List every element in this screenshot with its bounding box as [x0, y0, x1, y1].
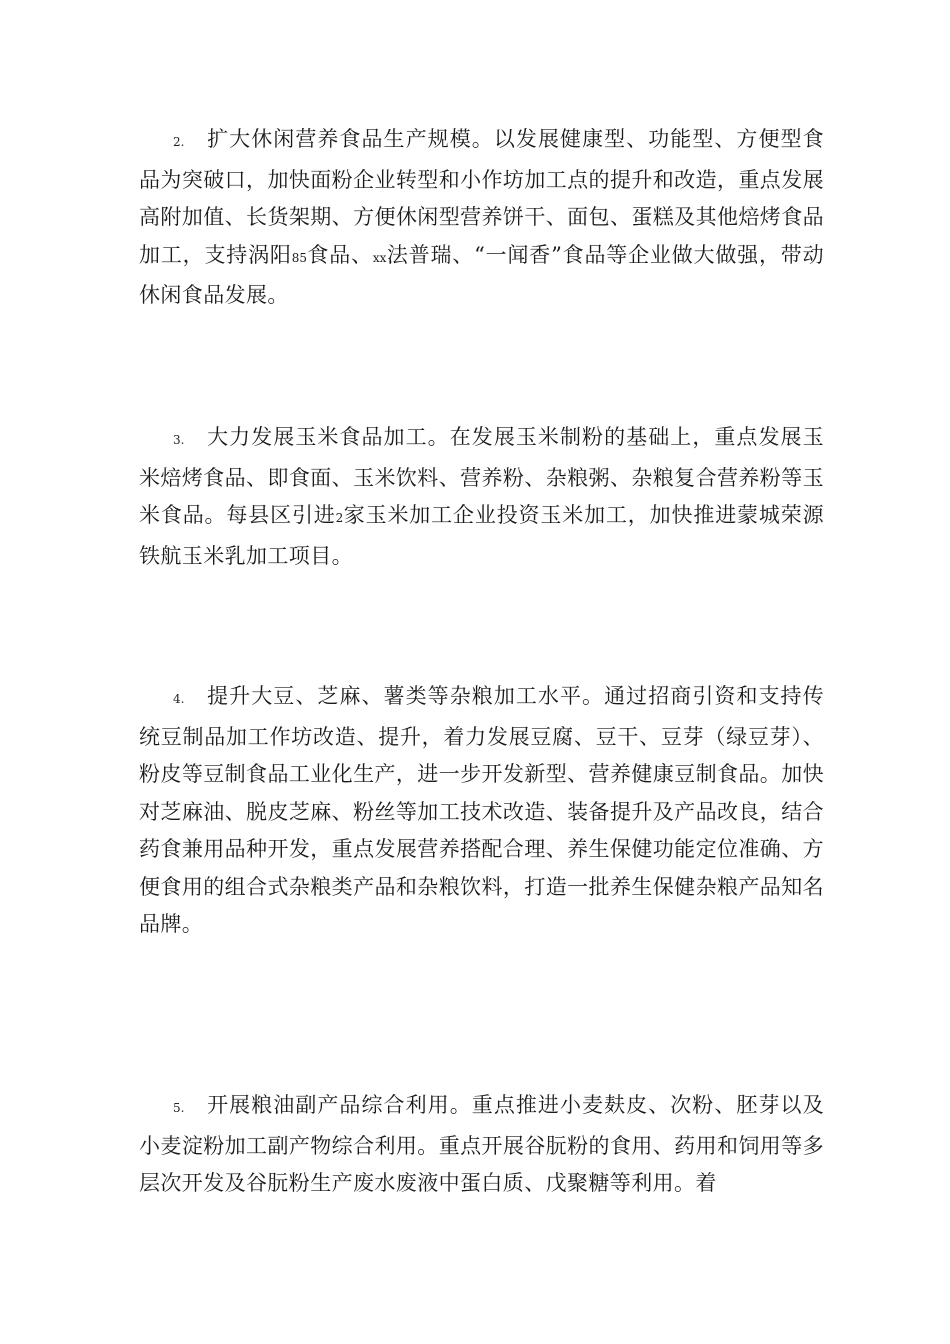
- paragraph-text: 食品、: [307, 242, 373, 267]
- paragraph-heading: 扩大休闲营养食品生产规模。: [206, 127, 494, 151]
- paragraph-heading: 开展粮油副产品综合利用。: [206, 1093, 472, 1117]
- inline-number: 85: [291, 250, 307, 265]
- paragraph-text: 通过招商引资和支持传统豆制品加工作坊改造、提升，着力发展豆腐、豆干、豆芽（绿豆芽）、粉皮等豆制食品工业化生产，进一步开发新型、营养健康豆制食品。加快对芝麻油、脱皮芝麻、粉丝等加工技术改造、装备提升及产品改良，结合药食兼用品种开发，重点发展营养搭配合理、养生保健功能定位准确、方便食用的组合式杂粮类产品和杂粮饮料，打造一批养生保健杂粮产品知名品牌。: [139, 684, 825, 936]
- paragraph-2: [139, 121, 824, 315]
- inline-number: 2: [335, 511, 344, 525]
- paragraph-text: 重点推进小麦麸皮、次粉、胚芽以及小麦淀粉加工副产物综合利用。重点开展谷朊粉的食用、药用和饲用等多层次开发及谷朊粉生产废水废液中蛋白质、戊聚糖等利用。着: [139, 1093, 824, 1195]
- paragraph-text: 以发展健康型、功能型、方便型食品为突破口，加快面粉企业转型和小作坊加工点的提升和改造，重点发展高附加值、长货架期、方便休闲型营养饼干、面包、蛋糕及其他焙烤食品加工，支持涡阳: [139, 127, 824, 267]
- paragraph-text: 在发展玉米制粉的基础上，重点发展玉米焙烤食品、即食面、玉米饮料、营养粉、杂粮粥、杂粮复合营养粉等玉米食品。每县区引进: [139, 425, 824, 527]
- paragraph-number: 5.: [173, 1101, 185, 1115]
- paragraph-text: 家玉米加工企业投资玉米加工，加快推进蒙城荣源铁航玉米乳加工项目。: [139, 503, 824, 568]
- paragraph-heading: 大力发展玉米食品加工。: [206, 425, 450, 449]
- paragraph-5: [139, 1087, 824, 1203]
- inline-placeholder: xx: [372, 250, 387, 265]
- paragraph-number: 3.: [173, 433, 185, 447]
- paragraph-4: [139, 678, 824, 944]
- paragraph-3: [139, 419, 824, 575]
- paragraph-heading: 提升大豆、芝麻、薯类等杂粮加工水平。: [206, 684, 605, 708]
- paragraph-number: 2.: [173, 135, 185, 149]
- paragraph-number: 4.: [173, 692, 185, 706]
- paragraph-text: 法普瑞、“一闻香”食品等企业做大做强，带动休闲食品发展。: [139, 242, 825, 307]
